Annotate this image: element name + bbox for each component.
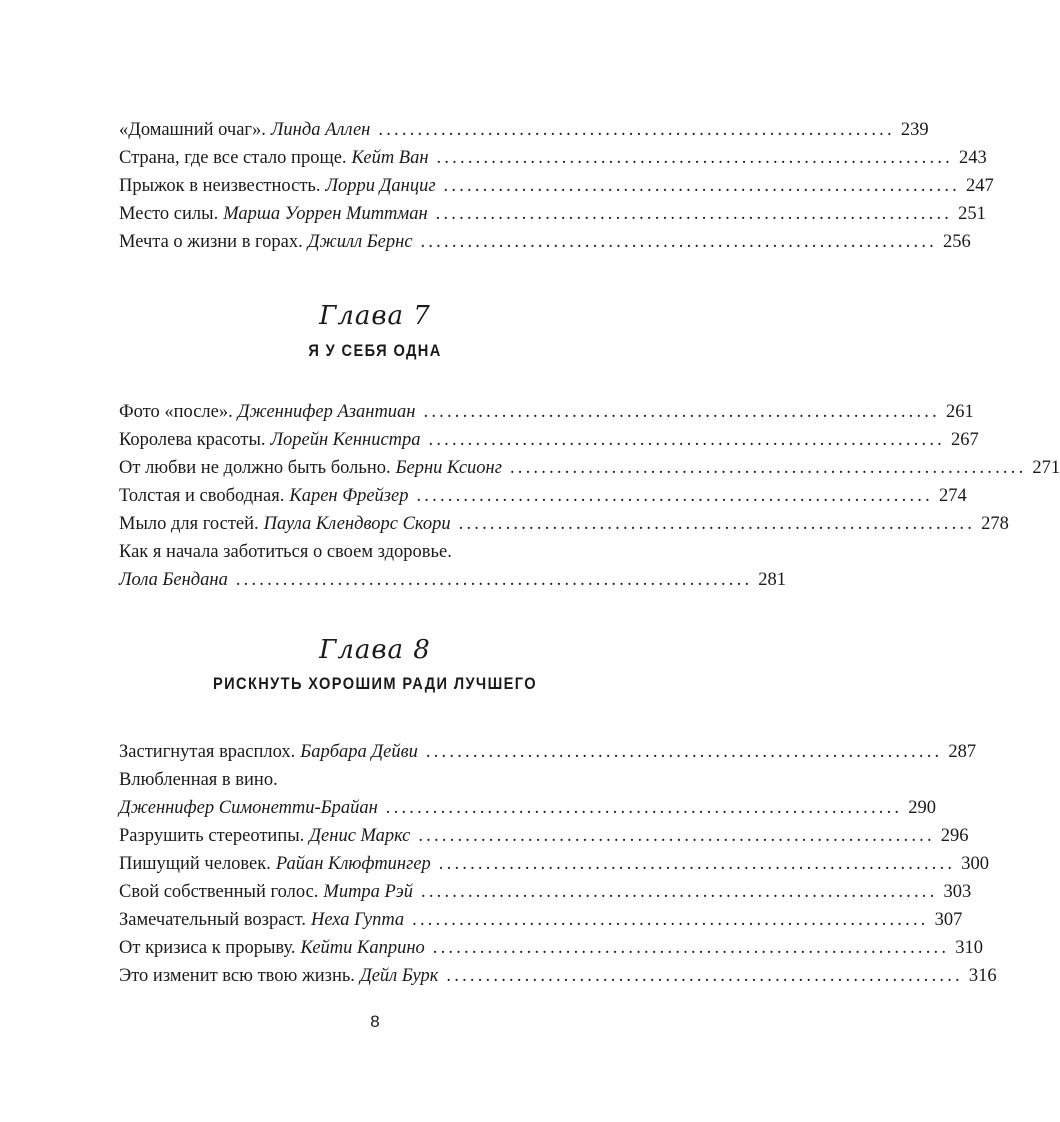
entry-page: 303: [943, 882, 972, 902]
entry-title: Место силы.: [119, 204, 219, 224]
dot-leader: ..................................................................: [458, 514, 976, 534]
toc-entry: [119, 426, 979, 454]
entry-title: От любви не должно быть больно.: [119, 458, 391, 478]
entry-author: Линда Аллен: [270, 120, 371, 140]
entry-author: Дженнифер Азантиан: [237, 402, 416, 422]
entry-title: «Домашний очаг».: [119, 120, 266, 140]
toc-entry: [119, 482, 967, 510]
entry-page: 274: [938, 486, 967, 506]
toc-entry: [119, 878, 972, 906]
toc-entry: [119, 454, 1060, 482]
dot-leader: ..................................................................: [420, 232, 937, 252]
entry-page: 310: [955, 938, 983, 958]
entry-page: 243: [958, 148, 987, 168]
entry-title: Замечательный возраст.: [119, 910, 306, 930]
toc-entry: [119, 850, 989, 878]
dot-leader: ..................................................................: [425, 742, 943, 762]
entry-author: Лорри Данциг: [325, 176, 436, 196]
toc-entry: [119, 738, 977, 766]
entry-page: 267: [950, 430, 979, 450]
dot-leader: ..................................................................: [438, 854, 956, 874]
entry-author: Дейл Бурк: [359, 966, 439, 986]
dot-leader: ..................................................................: [435, 204, 953, 224]
toc-page: [119, 0, 1060, 1122]
toc-entry: [119, 172, 994, 200]
toc-entry: [119, 566, 787, 594]
entry-page: 278: [981, 514, 1009, 534]
toc-entry: [119, 510, 1009, 538]
entry-title: Это изменит всю твою жизнь.: [119, 966, 355, 986]
dot-leader: ..................................................................: [436, 148, 953, 168]
dot-leader: ..................................................................: [378, 120, 895, 140]
entry-page: 281: [758, 570, 787, 590]
toc-entry: [119, 144, 987, 172]
entry-title: Застигнутая врасплох.: [119, 742, 296, 762]
entry-page: 296: [940, 826, 969, 846]
toc-entry: [119, 794, 936, 822]
toc-entry: [119, 934, 983, 962]
entry-author: Райан Клюфтингер: [275, 854, 431, 874]
entry-author: Барбара Дейви: [300, 742, 418, 762]
entry-title: Фото «после».: [119, 402, 233, 422]
toc-entry: [119, 822, 969, 850]
toc-entry: [119, 228, 971, 256]
dot-leader: ..................................................................: [385, 798, 903, 818]
entry-page: 261: [945, 402, 974, 422]
entry-author: Денис Маркс: [309, 826, 411, 846]
entry-page: 239: [900, 120, 929, 140]
entry-page: 307: [934, 910, 963, 930]
entry-page: 316: [968, 966, 997, 986]
entry-page: 290: [908, 798, 936, 818]
page-number: 8: [370, 1012, 380, 1031]
toc-entry: [119, 398, 974, 426]
entry-title: Толстая и свободная.: [119, 486, 285, 506]
dot-leader: ..................................................................: [235, 570, 753, 590]
entry-title: Свой собственный голос.: [119, 882, 319, 902]
toc-entry: [119, 906, 963, 934]
chapter-title: Я У СЕБЯ ОДНА: [308, 341, 442, 360]
entry-page: 251: [958, 204, 986, 224]
entry-title-wrapped: Как я начала заботиться о своем здоровье.: [119, 542, 452, 562]
entry-author: Кейт Ван: [351, 148, 429, 168]
toc-entry: [119, 200, 986, 228]
chapter-label: Глава 7: [319, 301, 431, 331]
entry-page: 271: [1032, 458, 1060, 478]
entry-title-wrapped: Влюбленная в вино.: [119, 770, 278, 790]
entry-page: 256: [942, 232, 971, 252]
entry-author: Лорейн Кеннистра: [270, 430, 421, 450]
dot-leader: ..................................................................: [443, 176, 960, 196]
entry-title: Мыло для гостей.: [119, 514, 259, 534]
entry-page: 247: [966, 176, 994, 196]
entry-title: Прыжок в неизвестность.: [119, 176, 321, 196]
chapter-label: Глава 8: [319, 635, 431, 665]
entry-author: Паула Клендворс Скори: [263, 514, 451, 534]
dot-leader: ..................................................................: [423, 402, 940, 422]
entry-author: Марша Уоррен Миттман: [223, 204, 428, 224]
entry-author: Берни Ксионг: [395, 458, 502, 478]
entry-author: Митра Рэй: [323, 882, 413, 902]
entry-title: Мечта о жизни в горах.: [119, 232, 303, 252]
toc-entry: [119, 962, 997, 990]
entry-page: 287: [948, 742, 977, 762]
dot-leader: ..................................................................: [421, 882, 938, 902]
entry-author: Джилл Бернс: [307, 232, 413, 252]
dot-leader: ..................................................................: [432, 938, 950, 958]
entry-author: Лола Бендана: [119, 570, 228, 590]
entry-author: Кейти Каприно: [300, 938, 425, 958]
entry-title: Пишущий человек.: [119, 854, 271, 874]
entry-author: Дженнифер Симонетти-Брайан: [119, 798, 378, 818]
entry-title: От кризиса к прорыву.: [119, 938, 296, 958]
chapter-title: РИСКНУТЬ ХОРОШИМ РАДИ ЛУЧШЕГО: [212, 674, 538, 693]
entry-page: 300: [961, 854, 989, 874]
dot-leader: ..................................................................: [446, 966, 963, 986]
toc-entry: [119, 116, 929, 144]
entry-title: Разрушить стереотипы.: [119, 826, 305, 846]
dot-leader: ..................................................................: [412, 910, 929, 930]
entry-author: Неха Гупта: [310, 910, 405, 930]
dot-leader: ..................................................................: [509, 458, 1027, 478]
entry-author: Карен Фрейзер: [289, 486, 409, 506]
dot-leader: ..................................................................: [418, 826, 935, 846]
dot-leader: ..................................................................: [428, 430, 945, 450]
entry-title: Страна, где все стало проще.: [119, 148, 347, 168]
entry-title: Королева красоты.: [119, 430, 266, 450]
dot-leader: ..................................................................: [416, 486, 933, 506]
